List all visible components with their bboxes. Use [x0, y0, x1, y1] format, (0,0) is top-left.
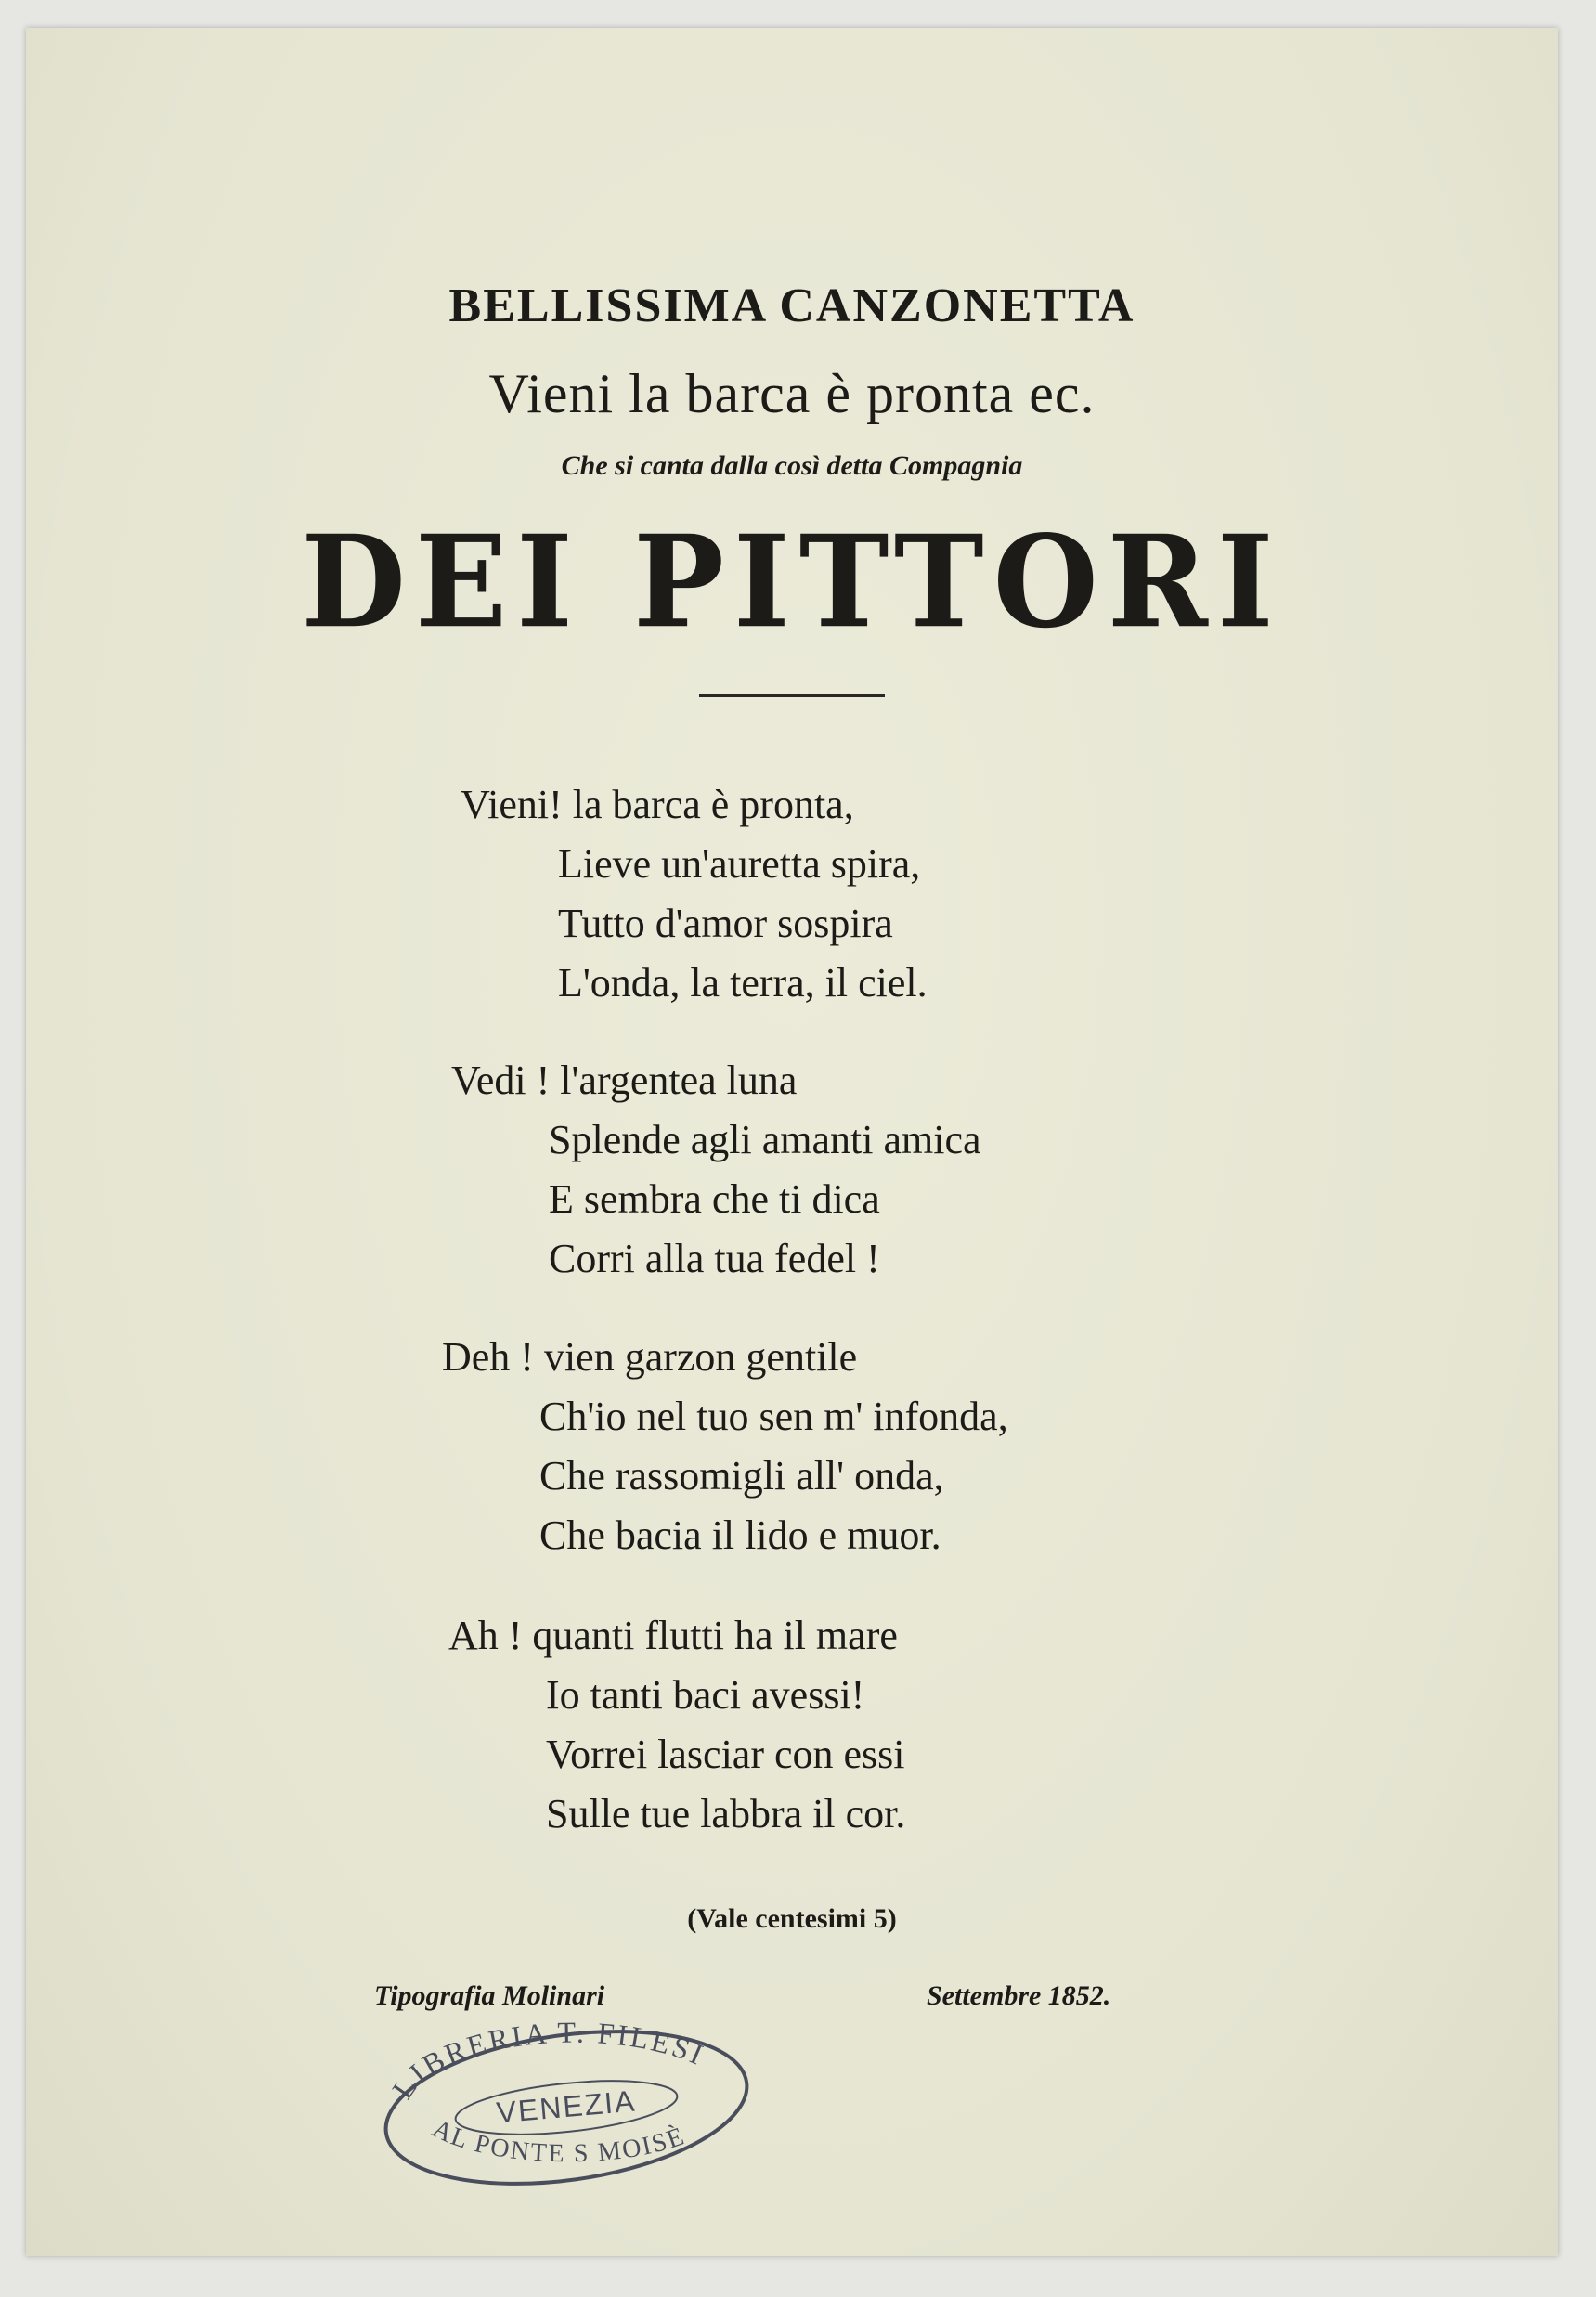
stamp-text-top: LIBRERIA T. FILESI [384, 2015, 711, 2105]
verse-line: Ah ! quanti flutti ha il mare [448, 1613, 898, 1658]
verse-line: Io tanti baci avessi! [546, 1672, 865, 1718]
stanza-4 [448, 1606, 905, 1844]
stanza-1 [461, 775, 928, 1013]
verse-line: Corri alla tua fedel ! [549, 1236, 880, 1281]
verse-line: Vieni! la barca è pronta, [461, 782, 854, 827]
verse-line: Deh ! vien garzon gentile [442, 1334, 858, 1380]
printer-credit: Tipografia Molinari [374, 1980, 605, 2011]
header-subtitle: Che si canta dalla così detta Compagnia [561, 450, 1023, 481]
stamp-text-middle: VENEZIA [495, 2083, 638, 2130]
header-company-name: DEI PITTORI [301, 507, 1283, 656]
verse-line: Vedi ! l'argentea luna [451, 1058, 798, 1103]
verse-line: Lieve un'auretta spira, [558, 841, 921, 887]
print-date: Settembre 1852. [927, 1980, 1111, 2011]
verse-line: Che bacia il lido e muor. [539, 1512, 941, 1558]
stamp-text-bottom: AL PONTE S MOISÈ [427, 2114, 690, 2169]
stanza-2 [451, 1051, 981, 1289]
verse-line: Sulle tue labbra il cor. [546, 1791, 906, 1836]
verse-line: Vorrei lasciar con essi [546, 1732, 905, 1777]
verse-line: Splende agli amanti amica [549, 1117, 981, 1162]
verse-line: Che rassomigli all' onda, [539, 1453, 944, 1499]
broadside-sheet [26, 28, 1558, 2256]
verse-line: Tutto d'amor sospira [558, 901, 893, 946]
verse-line: E sembra che ti dica [549, 1176, 880, 1222]
stanza-3 [442, 1328, 1008, 1565]
verse-line: Ch'io nel tuo sen m' infonda, [539, 1394, 1008, 1439]
divider-rule [699, 694, 885, 697]
verse-line: L'onda, la terra, il ciel. [558, 960, 928, 1006]
bookseller-stamp [360, 2001, 769, 2187]
header-song-title: Vieni la barca è pronta ec. [488, 363, 1096, 424]
price-note: (Vale centesimi 5) [687, 1903, 897, 1934]
header-title: BELLISSIMA CANZONETTA [448, 279, 1135, 332]
